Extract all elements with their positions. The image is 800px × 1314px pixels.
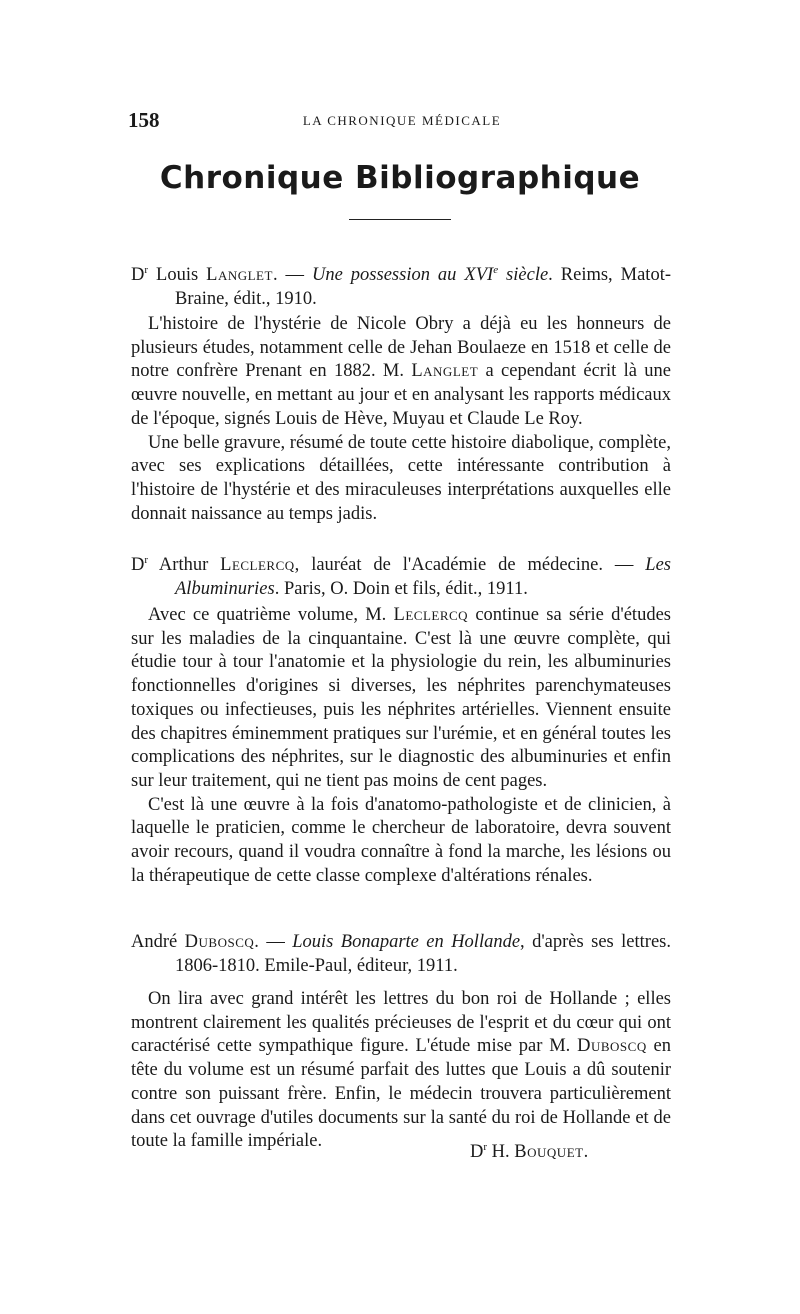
author-name: Leclercq: [220, 555, 295, 576]
review-paragraph: L'histoire de l'hystérie de Nicole Obry a déjà eu les honneurs de plusieurs études, notamment celle de Jehan Boulaeze en 1518 et celle de notre confrère Prenant en 1882. M. Langlet a cependant écrit là une œuvre nouvelle, en mettant au jour et en analysant les rapports médicaux de l'époque, signés Louis de Hève, Muyau et Claude Le Roy.: [131, 314, 671, 429]
review-paragraph: Une belle gravure, résumé de toute cette histoire diabolique, complète, avec ses explications détaillées, cette intéressante contribution à l'histoire de l'hystérie et des miraculeuses interprétations auxquelles elle donnait naissance au temps jadis.: [131, 432, 671, 524]
review-duboscq: [131, 931, 671, 978]
book-title: Une possession au XVIe siècle: [312, 264, 549, 286]
author-name: Langlet: [206, 265, 273, 286]
review-langlet-body: [131, 313, 671, 526]
book-title: Les Albuminuries: [175, 555, 671, 599]
review-leclercq: [131, 549, 671, 602]
review-duboscq-body: [131, 988, 671, 1154]
book-reference: $D^r$ Louis Langlet. — Une possession au XVIe siècle. Reims, Matot-Braine, édit., 1910.: [131, 264, 672, 309]
review-paragraph: Avec ce quatrième volume, M. Leclercq continue sa série d'études sur les maladies de la cinquantaine. C'est là une œuvre complète, qui étudie tour à tour l'anatomie et la physiologie du rein, les albuminuries fonctionnelles d'origines si diverses, les néphrites parenchymateuses toxiques ou infectieuses, puis les néphrites artérielles. Viennent ensuite des chapitres éminemment pratiques sur l'urémie, et en général toutes les complications des néphrites, sur le diagnostic des albuminuries et enfin sur leur traitement, qui ne tient pas moins de cent pages.: [131, 605, 671, 791]
review-langlet: [131, 259, 671, 312]
book-title: Louis Bonaparte en Hollande: [292, 932, 521, 952]
review-paragraph: On lira avec grand intérêt les lettres du bon roi de Hollande ; elles montrent clairement les qualités précieuses de l'esprit et du cœur qui ont caractérisé cette sympathique figure. L'étude mise par M. Duboscq en tête du volume est un résumé parfait des luttes que Louis a dû soutenir contre son puissant frère. Enfin, le médecin trouvera particulièrement dans cet ouvrage d'utiles documents sur la santé du roi de Hollande et de toute la famille impériale.: [131, 989, 672, 1152]
section-title: Chronique Bibliographique: [159, 160, 641, 196]
journal-title: LA CHRONIQUE MÉDICALE: [302, 113, 502, 128]
book-reference: André Duboscq. — Louis Bonaparte en Hollande, d'après ses lettres. 1806-1810. Emile-Paul, éditeur, 1911.: [131, 932, 671, 976]
review-leclercq-body: [131, 604, 671, 888]
page-number: 158: [128, 108, 160, 132]
author-name: Duboscq: [184, 932, 255, 952]
book-reference: $D^r$ Arthur Leclercq, lauréat de l'Académie de médecine. — Les Albuminuries. Paris, O. Doin et fils, édit., 1911.: [131, 554, 671, 599]
review-paragraph: C'est là une œuvre à la fois d'anatomo-pathologiste et de clinicien, à laquelle le praticien, comme le chercheur de laboratoire, devra souvent avoir recours, quand il voudra connaître à fond la marche, les lésions ou la thérapeutique de cette classe complexe d'altérations rénales.: [131, 794, 671, 886]
reviewer-signature: $D^r$ H. Bouquet.: [470, 1141, 589, 1163]
running-header: [128, 108, 676, 134]
title-rule: [349, 219, 451, 220]
